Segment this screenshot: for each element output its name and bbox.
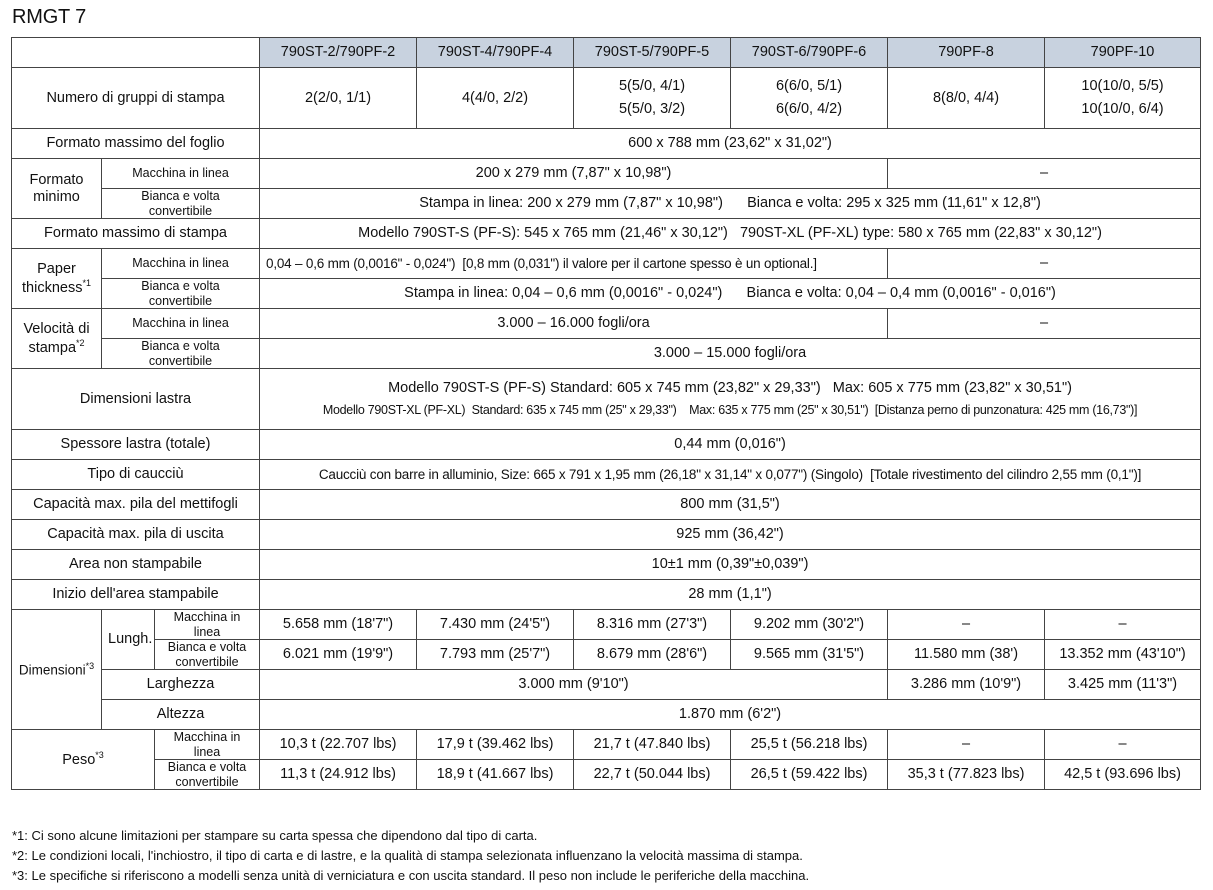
table-cell: Stampa in linea: 200 x 279 mm (7,87" x 10,98") Bianca e volta: 295 x 325 mm (11,61" x 12,8")	[260, 189, 1201, 219]
table-cell: –	[888, 249, 1201, 279]
table-row	[12, 369, 1201, 430]
table-cell: 7.793 mm (25'7")	[417, 640, 574, 670]
table-row	[12, 520, 1201, 550]
table-header-row	[12, 38, 1201, 68]
table-cell: 26,5 t (59.422 lbs)	[731, 760, 888, 790]
table-cell: 3.425 mm (11'3")	[1045, 670, 1201, 700]
row-sub-label: Bianca e volta convertibile	[102, 339, 260, 369]
row-sub-label: Bianca e volta convertibile	[155, 760, 260, 790]
footnote: *3: Le specifiche si riferiscono a modelli senza unità di verniciatura e con uscita standard. Il peso non include le periferiche della macchina.	[12, 868, 810, 883]
table-row	[12, 700, 1201, 730]
table-cell: 4(4/0, 2/2)	[417, 68, 574, 129]
table-cell: 2(2/0, 1/1)	[260, 68, 417, 129]
row-label: Formato massimo di stampa	[12, 219, 260, 249]
footnotes	[12, 826, 809, 886]
table-row	[12, 430, 1201, 460]
table-cell: 3.000 – 16.000 fogli/ora	[260, 309, 888, 339]
table-cell: Modello 790ST-S (PF-S): 545 x 765 mm (21,46" x 30,12") 790ST-XL (PF-XL) type: 580 x 765 mm (22,83" x 30,12")	[260, 219, 1201, 249]
table-row	[12, 339, 1201, 369]
table-cell: Caucciù con barre in alluminio, Size: 665 x 791 x 1,95 mm (26,18" x 31,14" x 0,077") (Singolo) [Totale rivestimento del cilindro 2,55 mm (0,1")]	[260, 460, 1201, 490]
table-cell: 600 x 788 mm (23,62" x 31,02")	[260, 129, 1201, 159]
model-header: 790ST-5/790PF-5	[574, 38, 731, 68]
spec-table	[11, 37, 1201, 790]
row-sub-label: Macchina in linea	[102, 159, 260, 189]
table-row	[12, 279, 1201, 309]
table-row	[12, 640, 1201, 670]
row-group-label: Paper thickness$^{*1}$	[12, 249, 102, 309]
table-cell: 6.021 mm (19'9")	[260, 640, 417, 670]
table-cell: 3.000 mm (9'10")	[260, 670, 888, 700]
table-cell: –	[888, 159, 1201, 189]
table-cell: 35,3 t (77.823 lbs)	[888, 760, 1045, 790]
table-cell: 28 mm (1,1")	[260, 580, 1201, 610]
table-row	[12, 68, 1201, 129]
table-cell: 5(5/0, 4/1) 5(5/0, 3/2)	[574, 68, 731, 129]
table-cell: 11,3 t (24.912 lbs)	[260, 760, 417, 790]
table-cell: 21,7 t (47.840 lbs)	[574, 730, 731, 760]
table-cell: 13.352 mm (43'10")	[1045, 640, 1201, 670]
table-cell: Stampa in linea: 0,04 – 0,6 mm (0,0016" - 0,024") Bianca e volta: 0,04 – 0,4 mm (0,0016" - 0,016")	[260, 279, 1201, 309]
table-cell: 10±1 mm (0,39"±0,039")	[260, 550, 1201, 580]
row-sub-label: Lungh.	[102, 610, 155, 670]
row-label: Spessore lastra (totale)	[12, 430, 260, 460]
model-header: 790ST-2/790PF-2	[260, 38, 417, 68]
table-cell: 3.000 – 15.000 fogli/ora	[260, 339, 1201, 369]
row-label: Dimensioni lastra	[12, 369, 260, 430]
row-sub-label: Larghezza	[102, 670, 260, 700]
row-sub-label: Altezza	[102, 700, 260, 730]
table-cell: Modello 790ST-S (PF-S) Standard: 605 x 745 mm (23,82" x 29,33") Max: 605 x 775 mm (23,82" x 30,51") Modello 790ST-XL (PF-XL) Standard: 635 x 745 mm (25" x 29,33") Max: 635 x 775 mm (25" x 30,51") [Distanza perno di punzonatura: 425 mm (16,73")]	[260, 369, 1201, 430]
row-label: Area non stampabile	[12, 550, 260, 580]
row-group-label: Velocità di stampa$^{*2}$	[12, 309, 102, 369]
row-sub-label: Bianca e volta convertibile	[102, 189, 260, 219]
table-cell: 10,3 t (22.707 lbs)	[260, 730, 417, 760]
table-cell: 8.316 mm (27'3")	[574, 610, 731, 640]
table-cell: 0,04 – 0,6 mm (0,0016" - 0,024") [0,8 mm (0,031") il valore per il cartone spesso è un optional.]	[260, 249, 888, 279]
row-label: Capacità max. pila del mettifogli	[12, 490, 260, 520]
table-row	[12, 760, 1201, 790]
document-title: RMGT 7	[12, 6, 86, 28]
row-group-label: Dimensioni$^{*3}$	[12, 610, 102, 730]
row-label: Numero di gruppi di stampa	[12, 68, 260, 129]
footnote: *2: Le condizioni locali, l'inchiostro, il tipo di carta e di lastre, e la qualità di stampa selezionata influenzano la velocità massima di stampa.	[12, 848, 803, 863]
row-label: Inizio dell'area stampabile	[12, 580, 260, 610]
table-cell: 800 mm (31,5")	[260, 490, 1201, 520]
table-cell: 22,7 t (50.044 lbs)	[574, 760, 731, 790]
row-sub-label: Macchina in linea	[102, 309, 260, 339]
row-sub-label: Macchina in linea	[102, 249, 260, 279]
footnote: *1: Ci sono alcune limitazioni per stampare su carta spessa che dipendono dal tipo di carta.	[12, 828, 538, 843]
table-row	[12, 550, 1201, 580]
row-group-label: Peso$^{*3}$	[12, 730, 155, 790]
model-header: 790ST-6/790PF-6	[731, 38, 888, 68]
row-sub-label: Macchina in linea	[155, 730, 260, 760]
table-cell: 3.286 mm (10'9")	[888, 670, 1045, 700]
table-row	[12, 189, 1201, 219]
table-cell: 925 mm (36,42")	[260, 520, 1201, 550]
table-row	[12, 129, 1201, 159]
table-row	[12, 730, 1201, 760]
table-row	[12, 460, 1201, 490]
table-cell: 7.430 mm (24'5")	[417, 610, 574, 640]
table-cell: –	[888, 730, 1045, 760]
table-cell: 5.658 mm (18'7")	[260, 610, 417, 640]
row-sub-label: Bianca e volta convertibile	[102, 279, 260, 309]
table-cell: 11.580 mm (38')	[888, 640, 1045, 670]
row-group-label: Formato minimo	[12, 159, 102, 219]
table-row	[12, 219, 1201, 249]
table-cell: 9.202 mm (30'2")	[731, 610, 888, 640]
table-cell: 9.565 mm (31'5")	[731, 640, 888, 670]
table-cell: 200 x 279 mm (7,87" x 10,98")	[260, 159, 888, 189]
table-cell: –	[1045, 610, 1201, 640]
row-sub-label: Bianca e volta convertibile	[155, 640, 260, 670]
model-header: 790PF-8	[888, 38, 1045, 68]
table-cell: 8(8/0, 4/4)	[888, 68, 1045, 129]
table-row	[12, 610, 1201, 640]
table-cell: 18,9 t (41.667 lbs)	[417, 760, 574, 790]
table-cell: 0,44 mm (0,016")	[260, 430, 1201, 460]
table-cell: 17,9 t (39.462 lbs)	[417, 730, 574, 760]
table-cell: 6(6/0, 5/1) 6(6/0, 4/2)	[731, 68, 888, 129]
table-cell: 1.870 mm (6'2")	[260, 700, 1201, 730]
row-label: Capacità max. pila di uscita	[12, 520, 260, 550]
table-cell: 8.679 mm (28'6")	[574, 640, 731, 670]
table-cell: 10(10/0, 5/5) 10(10/0, 6/4)	[1045, 68, 1201, 129]
header-blank	[12, 38, 260, 68]
table-row	[12, 249, 1201, 279]
table-cell: –	[1045, 730, 1201, 760]
table-row	[12, 309, 1201, 339]
table-cell: –	[888, 610, 1045, 640]
row-label: Tipo di caucciù	[12, 460, 260, 490]
table-row	[12, 159, 1201, 189]
model-header: 790ST-4/790PF-4	[417, 38, 574, 68]
table-cell: –	[888, 309, 1201, 339]
table-row	[12, 580, 1201, 610]
row-label: Formato massimo del foglio	[12, 129, 260, 159]
table-cell: 25,5 t (56.218 lbs)	[731, 730, 888, 760]
row-sub-label: Macchina in linea	[155, 610, 260, 640]
table-cell: 42,5 t (93.696 lbs)	[1045, 760, 1201, 790]
table-row	[12, 490, 1201, 520]
model-header: 790PF-10	[1045, 38, 1201, 68]
table-row	[12, 670, 1201, 700]
